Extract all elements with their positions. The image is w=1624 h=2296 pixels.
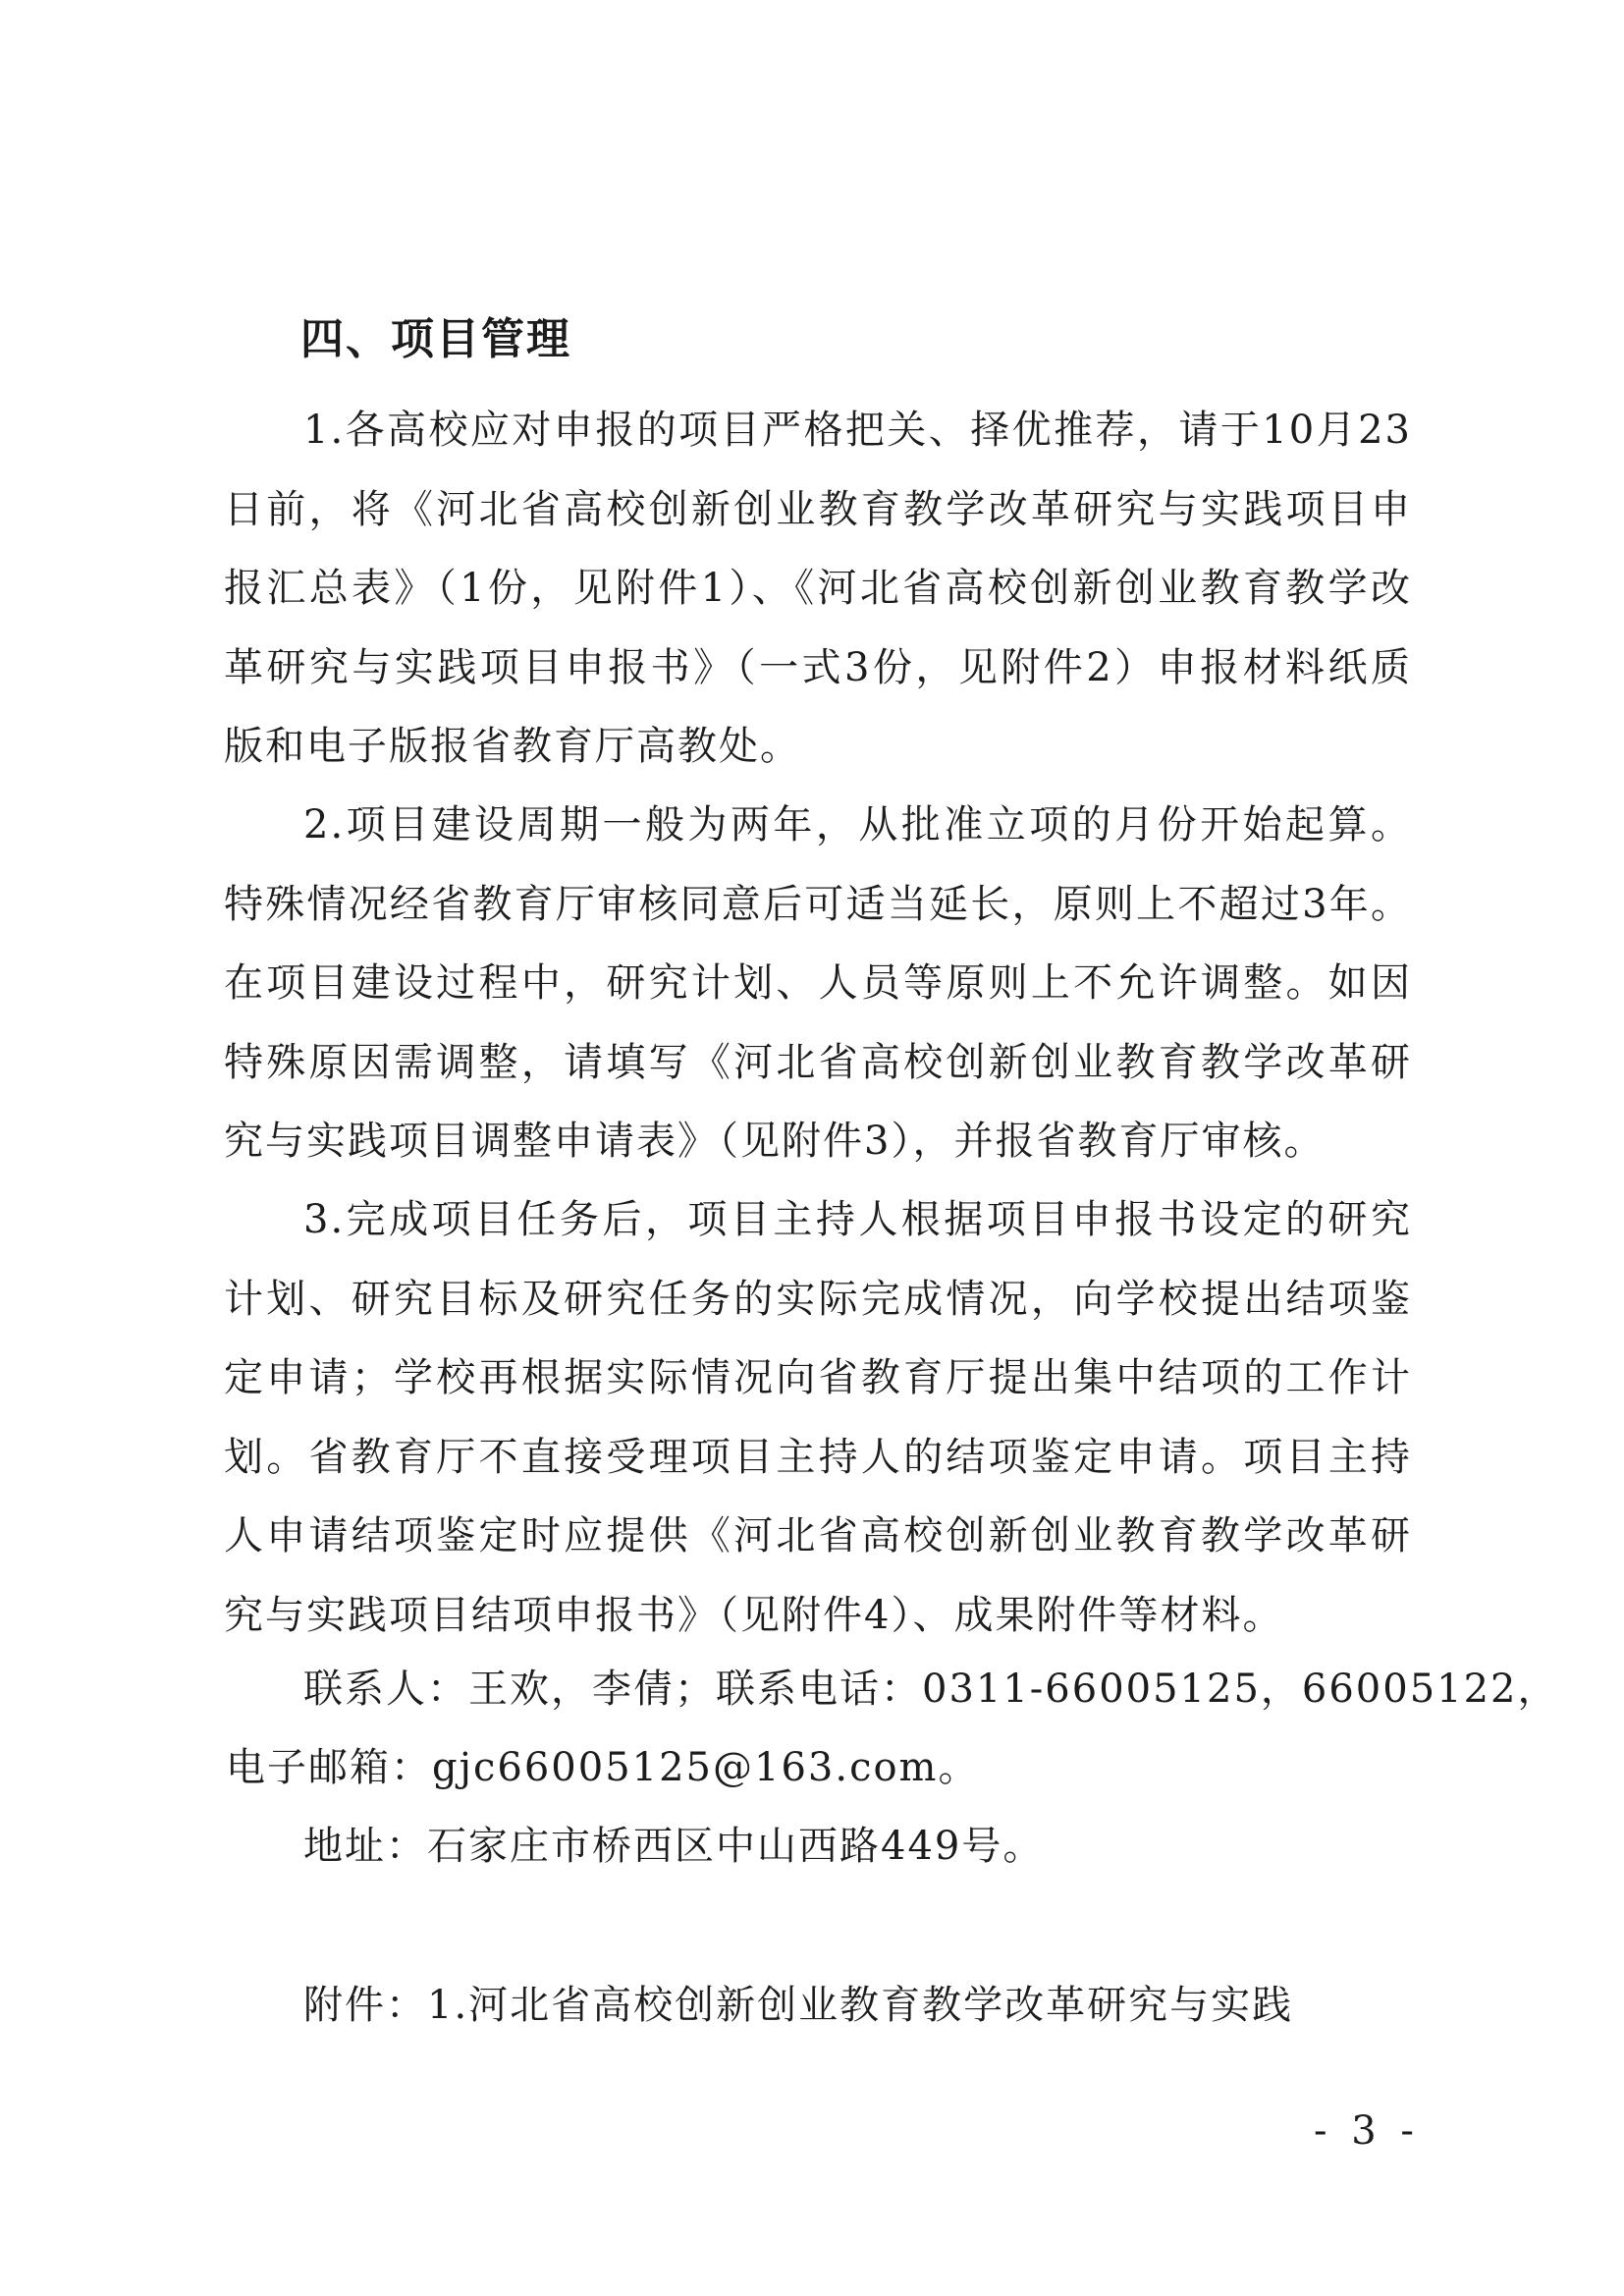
address-line: 地址：石家庄市桥西区中山西路449号。 [303,1824,1045,1869]
section-heading: 四、项目管理 [300,314,571,364]
attachment-line: 附件：1.河北省高校创新创业教育教学改革研究与实践 [303,1983,1294,2028]
paragraph-3: 3.完成项目任务后，项目主持人根据项目申报书设定的研究计划、研究目标及研究任务的实际完成情况，向学校提出结项鉴定申请；学校再根据实际情况向省教育厅提出集中结项的工作计划。省教育厅不直接受理项目主持人的结项鉴定申请。项目主持人申请结项鉴定时应提供《河北省高校创新创业教育教学改革研究与实践项目结项申报书》（见附件4）、成果附件等材料。 [224,1197,1412,1638]
paragraph-2: 2.项目建设周期一般为两年，从批准立项的月份开始起算。特殊情况经省教育厅审核同意后可适当延长，原则上不超过3年。在项目建设过程中，研究计划、人员等原则上不允许调整。如因特殊原因需调整，请填写《河北省高校创新创业教育教学改革研究与实践项目调整申请表》（见附件3），并报省教育厅审核。 [224,802,1412,1164]
page-number: - 3 - [1314,2108,1420,2154]
contact-line: 联系人：王欢，李倩；联系电话：0311-66005125，66005122， [303,1667,1559,1712]
paragraph-1: 1.各高校应对申报的项目严格把关、择优推荐，请于10月23日前，将《河北省高校创新创业教育教学改革研究与实践项目申报汇总表》（1份，见附件1）、《河北省高校创新创业教育教学改革研究与实践项目申报书》（一式3份，见附件2）申报材料纸质版和电子版报省教育厅高教处。 [224,408,1412,769]
email-line: 电子邮箱：gjc66005125@163.com。 [226,1745,980,1790]
